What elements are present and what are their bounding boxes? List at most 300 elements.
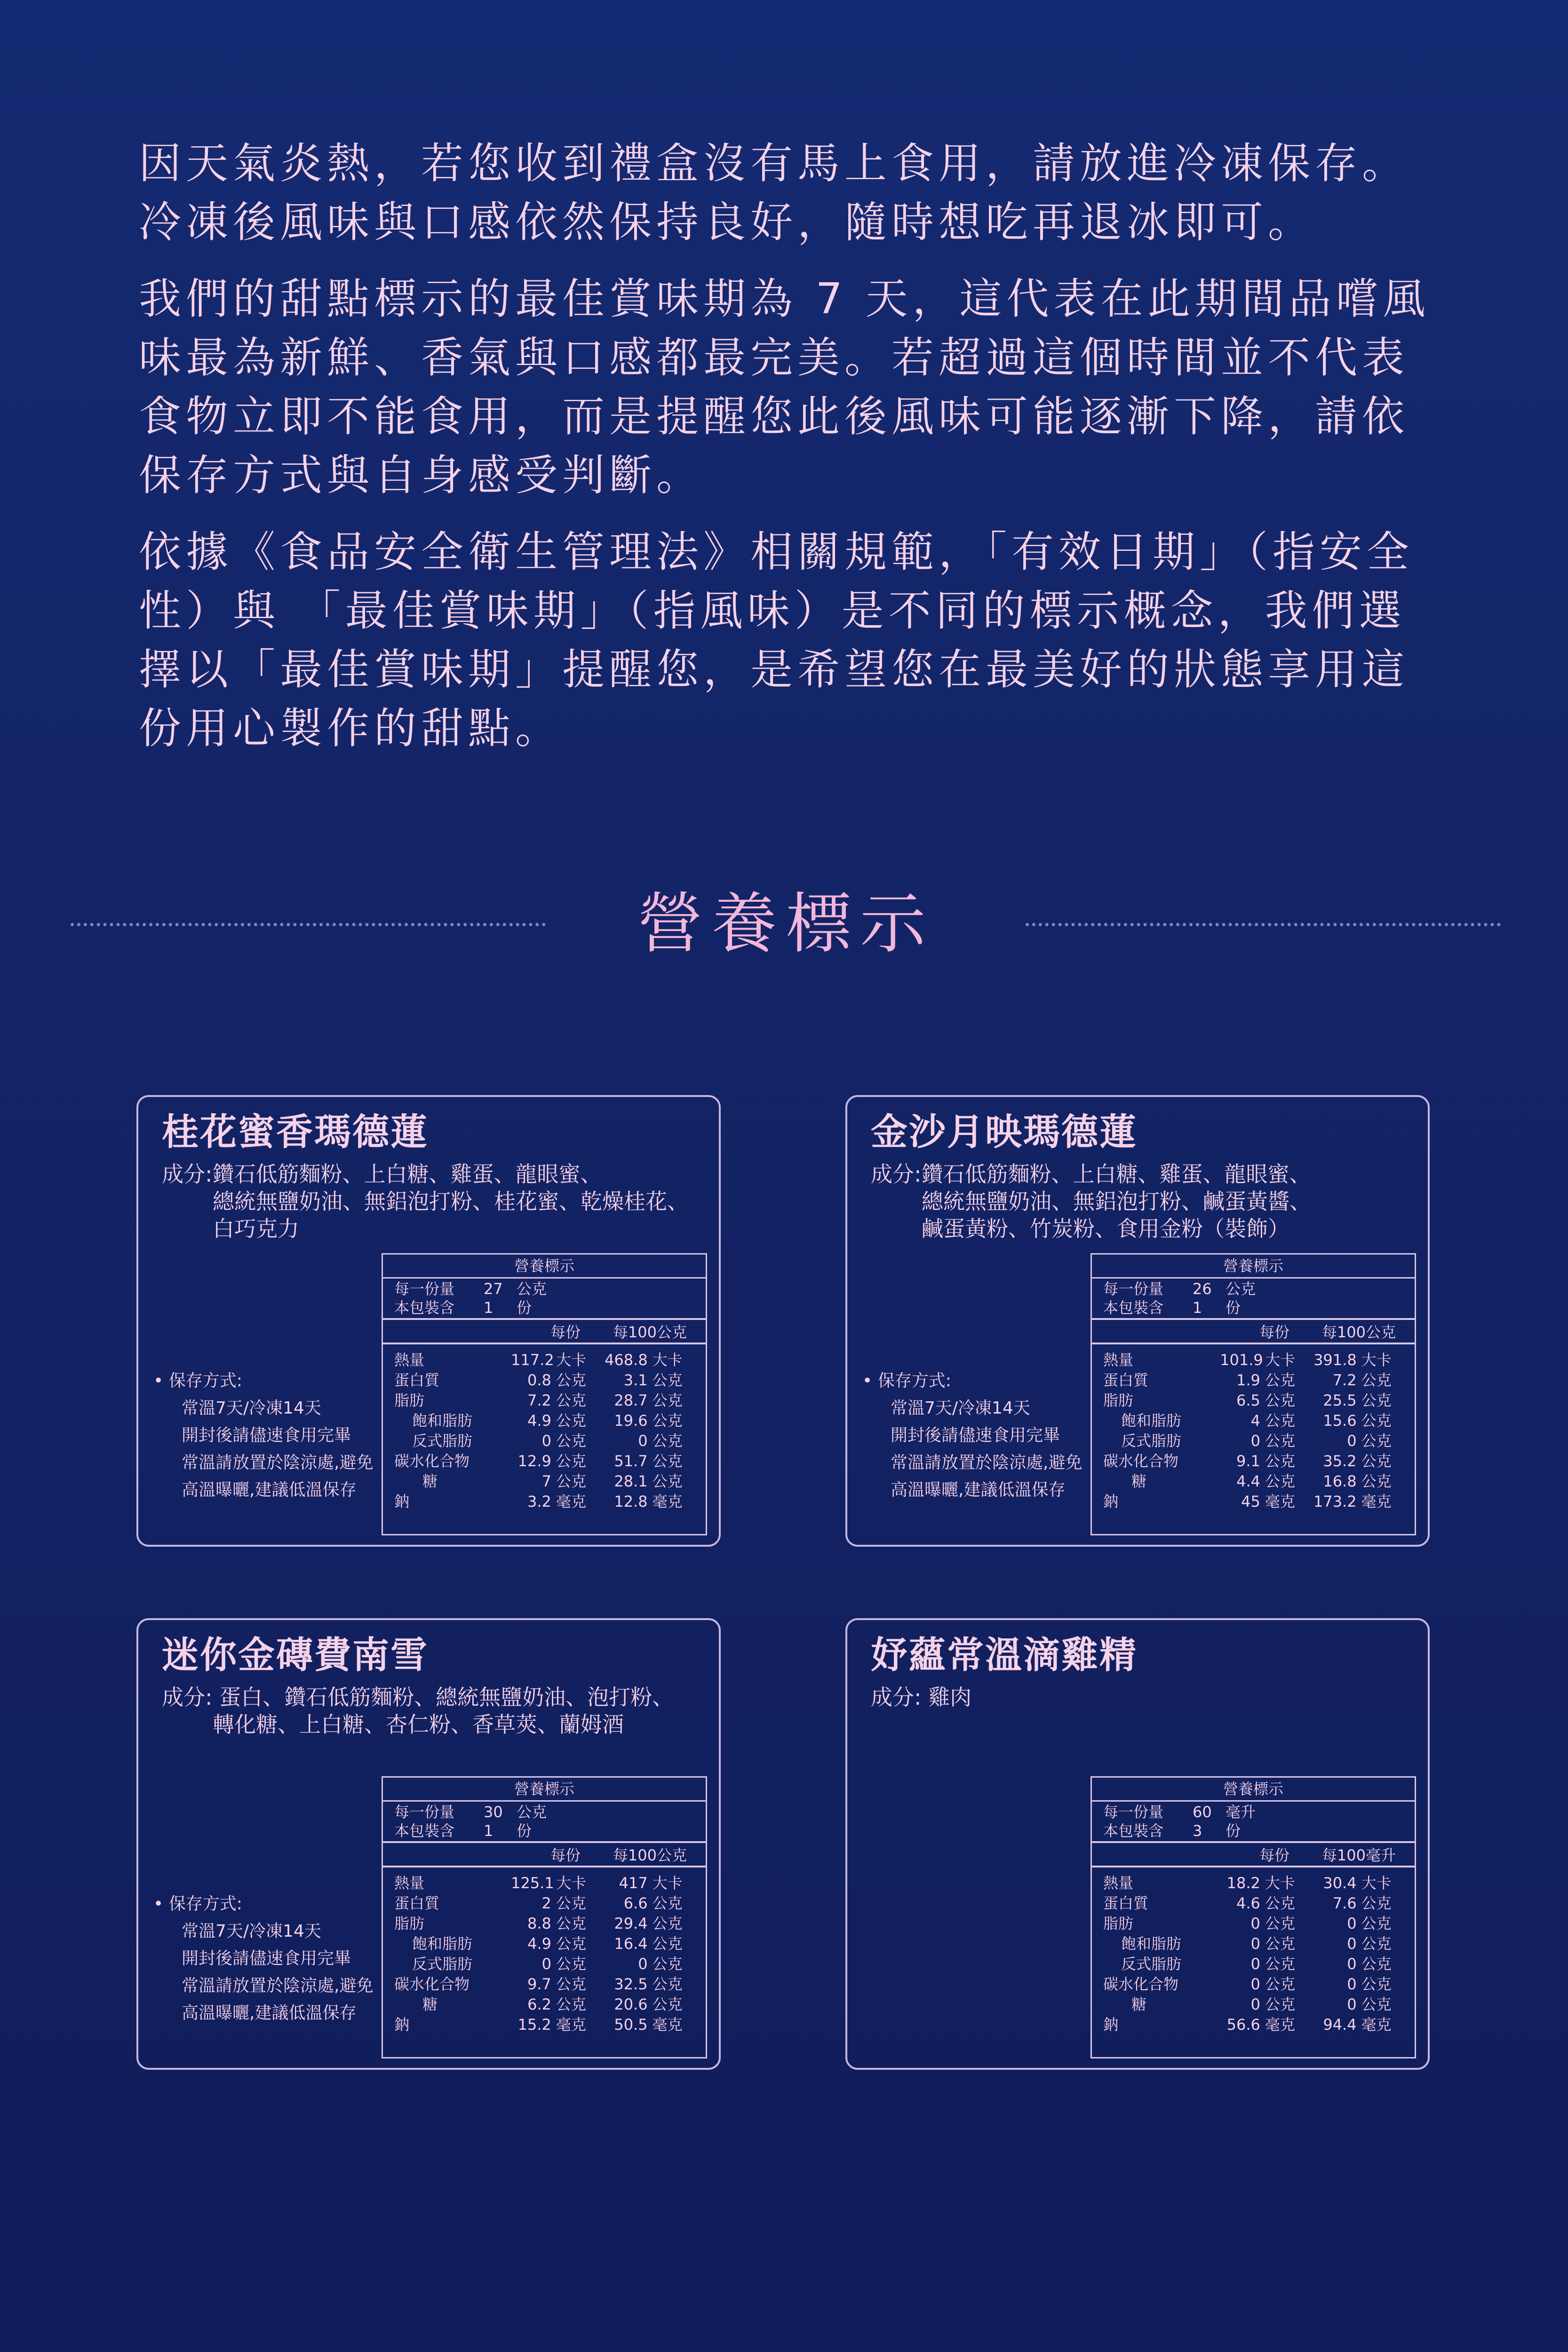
per-100-value: 15.6 xyxy=(1323,1412,1357,1430)
per-serving-unit: 公克 xyxy=(556,1935,586,1953)
per-serving-value: 4.9 xyxy=(527,1412,551,1430)
serving-info xyxy=(1092,1802,1415,1843)
per-serving-value: 6.5 xyxy=(1236,1391,1260,1409)
per-100-value: 417 xyxy=(619,1874,648,1892)
storage-line: 常溫請放置於陰涼處,避免 xyxy=(182,1453,374,1472)
per-serving-unit: 公克 xyxy=(556,1432,586,1450)
ingredients-line: 總統無鹽奶油、無鋁泡打粉、鹹蛋黃醬、 xyxy=(922,1189,1311,1214)
nutrition-row xyxy=(394,2015,694,2035)
ingredients-line: 總統無鹽奶油、無鋁泡打粉、桂花蜜、乾燥桂花、 xyxy=(213,1189,689,1214)
per-100-value: 28.7 xyxy=(614,1391,648,1409)
serving-size-label: 每一份量 xyxy=(1103,1280,1164,1298)
per-100-value: 25.5 xyxy=(1323,1391,1357,1409)
intro-text xyxy=(139,134,1437,776)
column-header-per-serving: 每份 xyxy=(1259,1846,1290,1864)
per-100-unit: 公克 xyxy=(652,1955,683,1973)
product-card xyxy=(845,1095,1430,1547)
per-serving-unit: 公克 xyxy=(1265,1391,1295,1409)
nutrient-label: 反式脂肪 xyxy=(412,1432,473,1450)
per-100-unit: 公克 xyxy=(1361,1412,1392,1430)
ingredients-line: 成分: 蛋白、鑽石低筋麵粉、總統無鹽奶油、泡打粉、 xyxy=(162,1685,674,1710)
ingredients-text xyxy=(871,1160,1417,1242)
per-100-unit: 公克 xyxy=(652,1995,683,2013)
nutrition-row xyxy=(1103,1411,1403,1431)
nutrient-label: 飽和脂肪 xyxy=(1121,1412,1182,1430)
nutrition-column-headers xyxy=(383,1320,706,1344)
per-serving-value: 0 xyxy=(1250,1975,1260,1993)
intro-paragraph: 因天氣炎熱，若您收到禮盒沒有馬上食用，請放進冷凍保存。冷凍後風味與口感依然保持良好，隨時想吃再退冰即可。 xyxy=(139,139,1409,247)
nutrient-label: 蛋白質 xyxy=(394,1894,440,1912)
per-serving-unit: 公克 xyxy=(556,1975,586,1993)
nutrition-table-title: 營養標示 xyxy=(1092,1778,1415,1802)
servings-count-row xyxy=(1103,1298,1403,1317)
per-serving-unit: 公克 xyxy=(1265,1894,1295,1912)
per-100-value: 0 xyxy=(1347,1955,1357,1973)
per-100-value: 35.2 xyxy=(1323,1452,1357,1470)
nutrient-label: 鈉 xyxy=(394,2016,410,2034)
per-serving-unit: 公克 xyxy=(556,1915,586,1932)
section-header xyxy=(0,884,1568,969)
per-100-unit: 毫克 xyxy=(652,2016,683,2034)
section-title: 營養標示 xyxy=(637,886,934,962)
per-serving-unit: 公克 xyxy=(1265,1955,1295,1973)
per-100-unit: 公克 xyxy=(1361,1452,1392,1470)
storage-heading: • 保存方式: xyxy=(862,1367,1098,1395)
nutrient-label: 糖 xyxy=(1131,1472,1147,1490)
per-100-value: 0 xyxy=(1347,1432,1357,1450)
nutrition-rows xyxy=(383,1867,706,2035)
nutrient-label: 脂肪 xyxy=(1103,1915,1134,1932)
per-100-unit: 公克 xyxy=(652,1412,683,1430)
servings-count-label: 本包裝含 xyxy=(394,1822,455,1840)
storage-line: 常溫請放置於陰涼處,避免 xyxy=(182,1976,374,1995)
servings-count-value: 1 xyxy=(484,1822,493,1840)
serving-info xyxy=(383,1279,706,1320)
nutrition-table xyxy=(1090,1253,1416,1535)
per-100-value: 0 xyxy=(638,1432,648,1450)
nutrition-row xyxy=(394,1411,694,1431)
per-serving-unit: 毫克 xyxy=(1265,2016,1295,2034)
serving-size-row xyxy=(394,1279,694,1298)
per-serving-value: 56.6 xyxy=(1226,2016,1260,2034)
nutrition-table-title: 營養標示 xyxy=(383,1255,706,1279)
nutrient-label: 糖 xyxy=(422,1472,438,1490)
nutrient-label: 糖 xyxy=(1131,1995,1147,2013)
servings-count-value: 1 xyxy=(484,1299,493,1317)
per-100-unit: 毫克 xyxy=(652,1493,683,1510)
nutrition-row xyxy=(1103,1994,1403,2015)
nutrition-row xyxy=(394,1492,694,1512)
storage-line: 常溫7天/冷凍14天 xyxy=(891,1398,1030,1418)
per-serving-unit: 大卡 xyxy=(556,1351,587,1369)
nutrient-label: 蛋白質 xyxy=(394,1371,440,1389)
per-serving-unit: 毫克 xyxy=(556,2016,586,2034)
per-serving-value: 45 xyxy=(1241,1493,1260,1510)
nutrition-column-headers xyxy=(1092,1320,1415,1344)
ingredients-text xyxy=(162,1160,708,1242)
nutrient-label: 飽和脂肪 xyxy=(412,1935,473,1953)
per-100-value: 6.6 xyxy=(623,1894,648,1912)
serving-size-label: 每一份量 xyxy=(1103,1803,1164,1821)
serving-size-unit: 毫升 xyxy=(1226,1803,1256,1821)
per-100-unit: 公克 xyxy=(652,1915,683,1932)
storage-instructions xyxy=(153,1891,389,2027)
storage-line: 開封後請儘速食用完畢 xyxy=(182,1949,351,1968)
product-card xyxy=(136,1618,721,2070)
column-header-spacer xyxy=(394,1843,550,1866)
nutrition-rows xyxy=(1092,1867,1415,2035)
per-serving-value: 9.1 xyxy=(1236,1452,1260,1470)
nutrition-row xyxy=(394,1370,694,1391)
nutrition-row xyxy=(394,1954,694,1974)
per-serving-value: 9.7 xyxy=(527,1975,551,1993)
per-serving-unit: 公克 xyxy=(556,1995,587,2013)
per-serving-value: 0 xyxy=(1250,1935,1260,1953)
per-serving-value: 125.1 xyxy=(511,1874,554,1892)
nutrient-label: 碳水化合物 xyxy=(394,1975,470,1993)
per-serving-unit: 公克 xyxy=(556,1452,586,1470)
per-100-value: 7.2 xyxy=(1332,1371,1357,1389)
per-100-value: 0 xyxy=(1347,1995,1357,2013)
ingredients-text xyxy=(162,1684,708,1738)
per-100-unit: 毫克 xyxy=(1361,2016,1392,2034)
per-100-unit: 大卡 xyxy=(652,1874,683,1892)
per-serving-unit: 毫克 xyxy=(556,1493,586,1510)
nutrition-row xyxy=(1103,1451,1403,1471)
nutrition-rows xyxy=(383,1344,706,1512)
servings-count-row xyxy=(1103,1821,1403,1840)
per-100-value: 51.7 xyxy=(614,1452,648,1470)
nutrition-row xyxy=(394,1391,694,1411)
per-serving-value: 7.2 xyxy=(527,1391,551,1409)
serving-info xyxy=(383,1802,706,1843)
per-serving-value: 0 xyxy=(541,1955,551,1973)
nutrition-column-headers xyxy=(1092,1843,1415,1867)
nutrient-label: 鈉 xyxy=(1103,2016,1119,2034)
per-serving-value: 12.9 xyxy=(517,1452,551,1470)
storage-heading: • 保存方式: xyxy=(153,1367,389,1395)
intro-paragraph: 我們的甜點標示的最佳賞味期為 7 天，這代表在此期間品嚐風味最為新鮮、香氣與口感都最完美。若超過這個時間並不代表食物立即不能食用，而是提醒您此後風味可能逐漸下降，請依保存方式與自身感受判斷。 xyxy=(139,274,1430,500)
per-serving-unit: 公克 xyxy=(1265,1975,1295,1993)
servings-count-unit: 份 xyxy=(517,1822,532,1840)
per-100-value: 16.4 xyxy=(614,1935,648,1953)
per-100-value: 16.8 xyxy=(1323,1472,1357,1490)
per-100-unit: 毫克 xyxy=(1361,1493,1392,1510)
ingredients-line: 白巧克力 xyxy=(213,1216,299,1241)
per-serving-unit: 公克 xyxy=(1265,1432,1295,1450)
per-serving-value: 101.9 xyxy=(1220,1351,1263,1369)
ingredients-line: 成分:鑽石低筋麵粉、上白糖、雞蛋、龍眼蜜、 xyxy=(162,1161,602,1187)
per-100-unit: 公克 xyxy=(652,1975,683,1993)
per-serving-unit: 公克 xyxy=(556,1894,586,1912)
servings-count-label: 本包裝含 xyxy=(1103,1299,1164,1317)
per-serving-value: 0 xyxy=(1250,1995,1261,2013)
per-100-unit: 公克 xyxy=(652,1452,683,1470)
servings-count-row xyxy=(394,1298,694,1317)
per-100-value: 391.8 xyxy=(1313,1351,1357,1369)
per-100-value: 3.1 xyxy=(623,1371,648,1389)
nutrient-label: 飽和脂肪 xyxy=(412,1412,473,1430)
per-100-value: 28.1 xyxy=(614,1472,648,1490)
per-100-unit: 公克 xyxy=(1361,1935,1392,1953)
serving-size-value: 30 xyxy=(484,1803,503,1821)
storage-line: 常溫請放置於陰涼處,避免 xyxy=(891,1453,1082,1472)
per-serving-value: 4 xyxy=(1250,1412,1260,1430)
per-100-unit: 公克 xyxy=(1361,1894,1392,1912)
nutrient-label: 熱量 xyxy=(394,1874,425,1892)
per-100-unit: 公克 xyxy=(652,1432,683,1450)
serving-size-label: 每一份量 xyxy=(394,1803,455,1821)
dotted-divider-left xyxy=(71,923,546,926)
servings-count-unit: 份 xyxy=(1226,1299,1241,1317)
per-100-unit: 公克 xyxy=(1361,1995,1392,2013)
nutrition-row xyxy=(394,1873,694,1893)
per-serving-value: 0 xyxy=(1250,1955,1260,1973)
storage-line: 高溫曝曬,建議低溫保存 xyxy=(182,1480,357,1500)
serving-info xyxy=(1092,1279,1415,1320)
nutrition-row xyxy=(1103,1391,1403,1411)
per-serving-value: 18.2 xyxy=(1226,1874,1260,1892)
nutrient-label: 碳水化合物 xyxy=(394,1452,470,1470)
per-serving-unit: 大卡 xyxy=(1265,1874,1295,1892)
nutrition-column-headers xyxy=(383,1843,706,1867)
per-100-value: 20.6 xyxy=(614,1995,648,2013)
product-name: 桂花蜜香瑪德蓮 xyxy=(162,1111,429,1153)
product-card xyxy=(845,1618,1430,2070)
column-header-per-100: 每100公克 xyxy=(613,1323,687,1341)
ingredients-line: 轉化糖、上白糖、杏仁粉、香草莢、蘭姆酒 xyxy=(213,1712,624,1737)
per-serving-unit: 公克 xyxy=(1265,1472,1296,1490)
per-serving-value: 1.9 xyxy=(1236,1371,1260,1389)
dotted-divider-right xyxy=(1026,923,1501,926)
nutrition-row xyxy=(394,1471,694,1492)
nutrient-label: 熱量 xyxy=(394,1351,425,1369)
per-100-value: 32.5 xyxy=(614,1975,648,1993)
nutrition-row xyxy=(1103,1893,1403,1914)
per-100-value: 29.4 xyxy=(614,1915,648,1932)
nutrition-row xyxy=(394,1934,694,1954)
product-name: 金沙月映瑪德蓮 xyxy=(871,1111,1138,1153)
per-100-unit: 公克 xyxy=(1361,1975,1392,1993)
storage-heading: • 保存方式: xyxy=(153,1891,389,1918)
servings-count-label: 本包裝含 xyxy=(1103,1822,1164,1840)
nutrient-label: 碳水化合物 xyxy=(1103,1975,1179,1993)
storage-line: 開封後請儘速食用完畢 xyxy=(182,1426,351,1445)
servings-count-row xyxy=(394,1821,694,1840)
per-100-value: 173.2 xyxy=(1313,1493,1357,1510)
nutrition-row xyxy=(394,1893,694,1914)
per-serving-unit: 公克 xyxy=(1265,1371,1295,1389)
nutrient-label: 熱量 xyxy=(1103,1874,1134,1892)
per-serving-unit: 公克 xyxy=(1265,1452,1295,1470)
per-100-value: 0 xyxy=(1347,1915,1357,1932)
nutrition-row xyxy=(394,1974,694,1994)
per-100-value: 0 xyxy=(638,1955,648,1973)
nutrient-label: 糖 xyxy=(422,1995,438,2013)
nutrition-row xyxy=(1103,2015,1403,2035)
column-header-spacer xyxy=(1103,1843,1259,1866)
serving-size-unit: 公克 xyxy=(517,1803,547,1821)
ingredients-line: 鹹蛋黃粉、竹炭粉、食用金粉（裝飾） xyxy=(922,1216,1289,1241)
servings-count-unit: 份 xyxy=(1226,1822,1241,1840)
per-serving-value: 15.2 xyxy=(517,2016,551,2034)
serving-size-label: 每一份量 xyxy=(394,1280,455,1298)
servings-count-label: 本包裝含 xyxy=(394,1299,455,1317)
per-100-unit: 公克 xyxy=(652,1894,683,1912)
column-header-per-100: 每100毫升 xyxy=(1321,1846,1396,1864)
nutrition-row xyxy=(1103,1954,1403,1974)
per-serving-value: 0 xyxy=(1250,1915,1260,1932)
nutrient-label: 熱量 xyxy=(1103,1351,1134,1369)
per-serving-value: 3.2 xyxy=(527,1493,551,1510)
nutrient-label: 蛋白質 xyxy=(1103,1894,1149,1912)
per-100-value: 7.6 xyxy=(1332,1894,1357,1912)
per-100-unit: 大卡 xyxy=(1361,1351,1392,1369)
nutrition-row xyxy=(1103,1492,1403,1512)
per-100-unit: 公克 xyxy=(1361,1391,1392,1409)
column-header-spacer xyxy=(394,1320,550,1343)
column-header-per-serving: 每份 xyxy=(550,1846,581,1864)
per-serving-unit: 公克 xyxy=(556,1412,586,1430)
per-100-value: 94.4 xyxy=(1323,2016,1357,2034)
nutrition-table xyxy=(382,1776,707,2058)
per-serving-unit: 公克 xyxy=(1265,1412,1295,1430)
nutrient-label: 鈉 xyxy=(394,1493,410,1510)
column-header-per-serving: 每份 xyxy=(550,1323,581,1341)
storage-line: 常溫7天/冷凍14天 xyxy=(182,1922,321,1941)
per-100-unit: 大卡 xyxy=(1361,1874,1392,1892)
per-serving-unit: 公克 xyxy=(556,1472,587,1490)
per-serving-value: 0.8 xyxy=(527,1371,551,1389)
nutrient-label: 飽和脂肪 xyxy=(1121,1935,1182,1953)
storage-instructions xyxy=(153,1367,389,1504)
nutrition-row xyxy=(1103,1974,1403,1994)
nutrient-label: 反式脂肪 xyxy=(412,1955,473,1973)
per-100-unit: 公克 xyxy=(652,1935,683,1953)
per-100-unit: 公克 xyxy=(652,1472,683,1490)
per-serving-value: 8.8 xyxy=(527,1915,551,1932)
nutrition-row xyxy=(1103,1934,1403,1954)
ingredients-line: 成分:鑽石低筋麵粉、上白糖、雞蛋、龍眼蜜、 xyxy=(871,1161,1311,1187)
nutrient-label: 反式脂肪 xyxy=(1121,1955,1182,1973)
serving-size-row xyxy=(1103,1803,1403,1821)
per-serving-value: 7 xyxy=(541,1472,552,1490)
ingredients-line: 成分: 雞肉 xyxy=(871,1685,972,1710)
nutrition-rows xyxy=(1092,1344,1415,1512)
per-serving-unit: 毫克 xyxy=(1265,1493,1295,1510)
nutrition-row xyxy=(1103,1914,1403,1934)
per-serving-value: 0 xyxy=(1250,1432,1260,1450)
servings-count-value: 3 xyxy=(1193,1822,1202,1840)
per-serving-unit: 公克 xyxy=(1265,1995,1296,2013)
nutrition-row xyxy=(1103,1350,1403,1370)
per-100-value: 0 xyxy=(1347,1975,1357,1993)
per-serving-unit: 公克 xyxy=(556,1955,586,1973)
intro-paragraph: 依據《食品安全衛生管理法》相關規範，「有效日期」（指安全性）與 「最佳賞味期」（指風味）是不同的標示概念，我們選擇以「最佳賞味期」提醒您，是希望您在最美好的狀態享用這份用心製作的甜點。 xyxy=(139,527,1414,753)
ingredients-text xyxy=(871,1684,1417,1711)
per-serving-value: 4.6 xyxy=(1236,1894,1260,1912)
serving-size-value: 26 xyxy=(1193,1280,1212,1298)
per-serving-unit: 公克 xyxy=(556,1371,586,1389)
column-header-per-100: 每100公克 xyxy=(1321,1323,1396,1341)
nutrition-row xyxy=(394,1451,694,1471)
storage-line: 高溫曝曬,建議低溫保存 xyxy=(182,2003,357,2023)
nutrition-table-title: 營養標示 xyxy=(1092,1255,1415,1279)
serving-size-unit: 公克 xyxy=(1226,1280,1256,1298)
storage-line: 高溫曝曬,建議低溫保存 xyxy=(891,1480,1066,1500)
nutrient-label: 蛋白質 xyxy=(1103,1371,1149,1389)
per-100-unit: 大卡 xyxy=(652,1351,683,1369)
servings-count-value: 1 xyxy=(1193,1299,1202,1317)
nutrition-table-title: 營養標示 xyxy=(383,1778,706,1802)
servings-count-unit: 份 xyxy=(517,1299,532,1317)
nutrition-row xyxy=(394,1994,694,2015)
nutrition-row xyxy=(394,1431,694,1451)
serving-size-value: 60 xyxy=(1193,1803,1212,1821)
per-100-unit: 公克 xyxy=(1361,1371,1392,1389)
nutrient-label: 鈉 xyxy=(1103,1493,1119,1510)
per-serving-value: 117.2 xyxy=(511,1351,554,1369)
serving-size-unit: 公克 xyxy=(517,1280,547,1298)
per-serving-unit: 大卡 xyxy=(556,1874,587,1892)
serving-size-value: 27 xyxy=(484,1280,503,1298)
serving-size-row xyxy=(394,1803,694,1821)
per-100-unit: 公克 xyxy=(652,1391,683,1409)
per-100-value: 50.5 xyxy=(614,2016,648,2034)
per-serving-value: 2 xyxy=(541,1894,551,1912)
per-serving-value: 4.4 xyxy=(1236,1472,1261,1490)
storage-instructions xyxy=(862,1367,1098,1504)
per-serving-value: 0 xyxy=(541,1432,551,1450)
per-100-unit: 公克 xyxy=(1361,1915,1392,1932)
nutrient-label: 反式脂肪 xyxy=(1121,1432,1182,1450)
per-100-unit: 公克 xyxy=(652,1371,683,1389)
nutrient-label: 脂肪 xyxy=(394,1915,425,1932)
nutrition-row xyxy=(394,1350,694,1370)
column-header-per-100: 每100公克 xyxy=(613,1846,687,1864)
serving-size-row xyxy=(1103,1279,1403,1298)
nutrient-label: 脂肪 xyxy=(1103,1391,1134,1409)
per-serving-value: 6.2 xyxy=(527,1995,552,2013)
nutrition-row xyxy=(1103,1471,1403,1492)
per-serving-unit: 公克 xyxy=(1265,1915,1295,1932)
product-name: 妤蘊常溫滴雞精 xyxy=(871,1634,1138,1677)
per-100-value: 19.6 xyxy=(614,1412,648,1430)
per-serving-unit: 大卡 xyxy=(1265,1351,1296,1369)
storage-line: 開封後請儘速食用完畢 xyxy=(891,1426,1060,1445)
column-header-per-serving: 每份 xyxy=(1259,1323,1290,1341)
nutrition-row xyxy=(1103,1873,1403,1893)
per-100-value: 30.4 xyxy=(1323,1874,1357,1892)
nutrition-table xyxy=(382,1253,707,1535)
nutrition-row xyxy=(394,1914,694,1934)
per-serving-unit: 公克 xyxy=(1265,1935,1295,1953)
product-card xyxy=(136,1095,721,1547)
nutrition-row xyxy=(1103,1431,1403,1451)
storage-line: 常溫7天/冷凍14天 xyxy=(182,1398,321,1418)
per-100-value: 0 xyxy=(1347,1935,1357,1953)
nutrition-row xyxy=(1103,1370,1403,1391)
per-100-unit: 公克 xyxy=(1361,1432,1392,1450)
per-serving-unit: 公克 xyxy=(556,1391,586,1409)
nutrient-label: 脂肪 xyxy=(394,1391,425,1409)
per-100-unit: 公克 xyxy=(1361,1472,1392,1490)
nutrient-label: 碳水化合物 xyxy=(1103,1452,1179,1470)
per-100-value: 12.8 xyxy=(614,1493,648,1510)
per-100-unit: 公克 xyxy=(1361,1955,1392,1973)
per-100-value: 468.8 xyxy=(605,1351,648,1369)
per-serving-value: 4.9 xyxy=(527,1935,551,1953)
